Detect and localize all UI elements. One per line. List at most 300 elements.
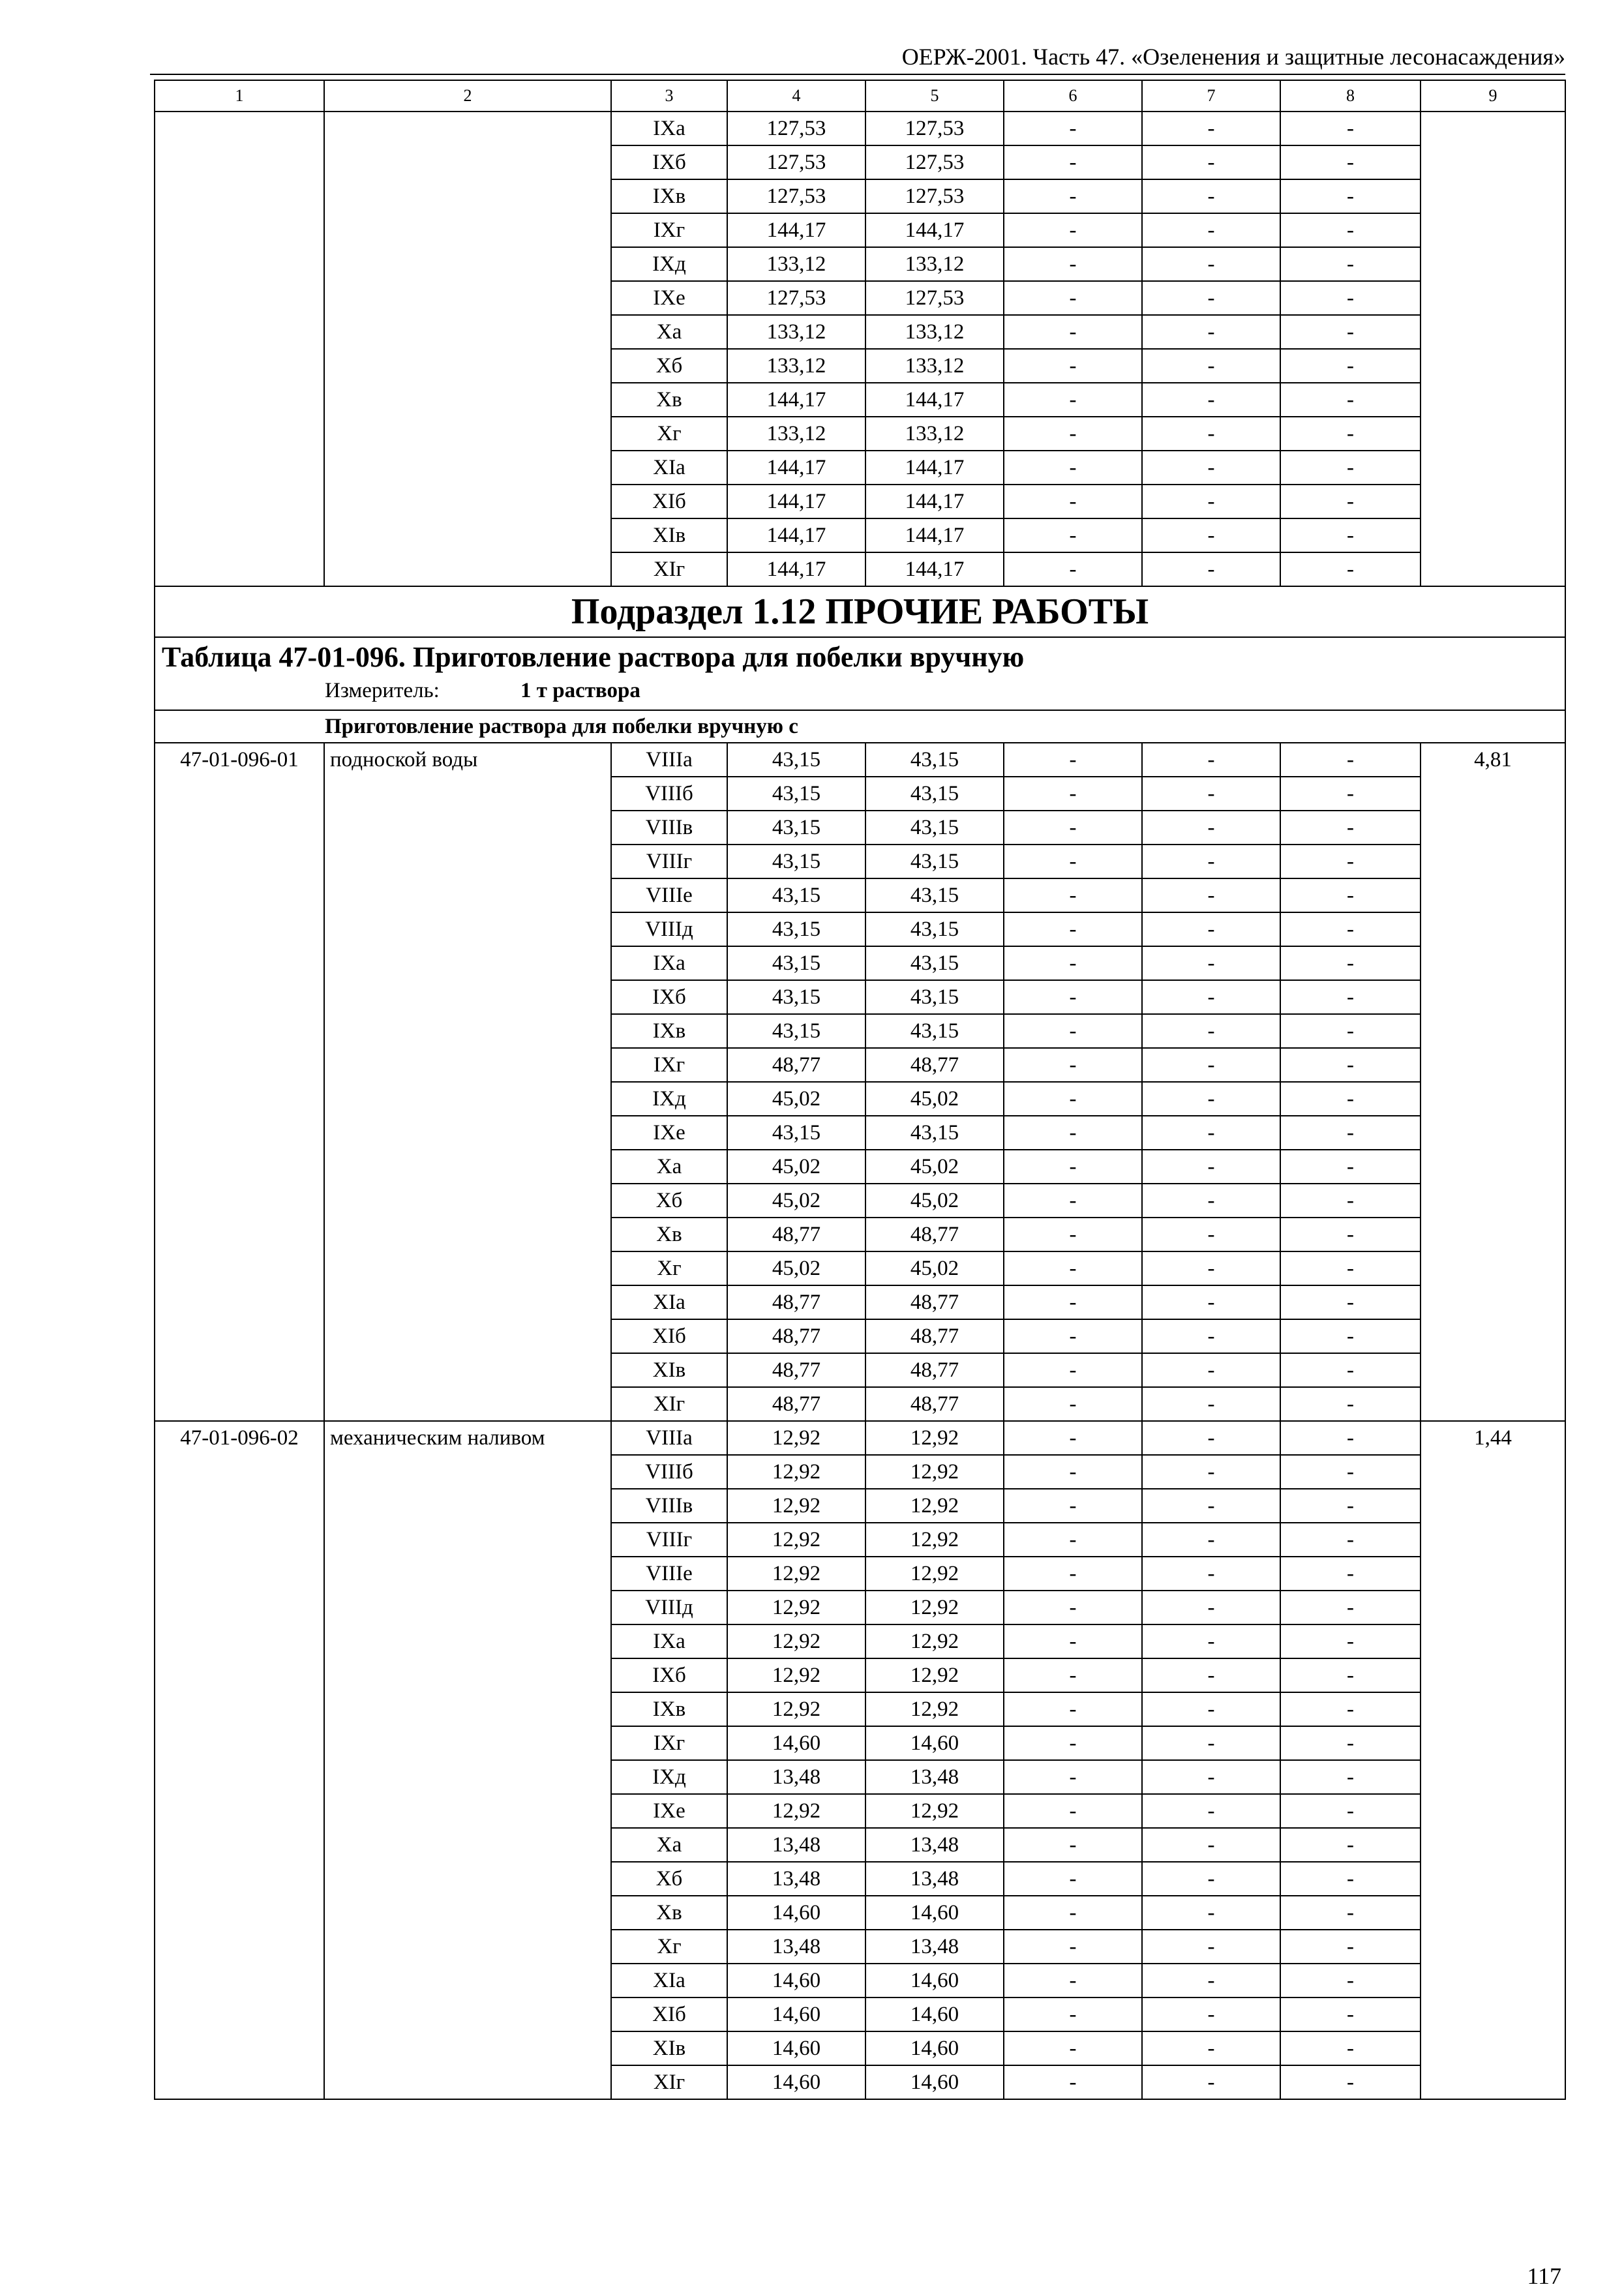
row-category: IXд [611,247,727,281]
row-col5-value: 13,48 [865,1828,1004,1862]
row-col5-value: 43,15 [865,1116,1004,1150]
row-category: Xг [611,1930,727,1964]
row-col5-value: 43,15 [865,878,1004,912]
row-col8-value: - [1280,1285,1421,1319]
header-rule [150,74,1565,75]
row-col5-value: 43,15 [865,845,1004,878]
row-col5-value: 127,53 [865,112,1004,145]
row-col4-value: 43,15 [727,878,865,912]
row-category: IXa [611,112,727,145]
row-col6-value: - [1004,1624,1142,1658]
row-category: XIб [611,485,727,518]
row-col7-value: - [1142,1048,1280,1082]
row-col8-value: - [1280,1523,1421,1557]
row-col8-value: - [1280,315,1421,349]
row-col5-value: 45,02 [865,1184,1004,1218]
row-col6-value: - [1004,2065,1142,2099]
row-col4-value: 45,02 [727,1150,865,1184]
norms-table-body [155,80,1565,2099]
meter-line [162,677,1565,704]
row-col7-value: - [1142,112,1280,145]
meter-label: Измеритель: [325,679,440,702]
row-col4-value: 144,17 [727,485,865,518]
row-category: XIa [611,1964,727,1997]
row-category: VIIIе [611,1557,727,1591]
row-col7-value: - [1142,179,1280,213]
row-col7-value: - [1142,1930,1280,1964]
row-col5-value: 133,12 [865,349,1004,383]
row-col8-value: - [1280,1658,1421,1692]
row-col7-value: - [1142,349,1280,383]
row-col7-value: - [1142,315,1280,349]
row-col4-value: 43,15 [727,946,865,980]
row-col4-value: 13,48 [727,1760,865,1794]
row-col5-value: 45,02 [865,1251,1004,1285]
row-category: Xa [611,1828,727,1862]
row-category: VIIIб [611,1455,727,1489]
row-col8-value: - [1280,1997,1421,2031]
row-col4-value: 45,02 [727,1184,865,1218]
row-col5-value: 127,53 [865,145,1004,179]
row-col6-value: - [1004,1557,1142,1591]
row-col5-value: 14,60 [865,2031,1004,2065]
row-category: IXе [611,1794,727,1828]
row-col7-value: - [1142,1760,1280,1794]
row-col5-value: 43,15 [865,1014,1004,1048]
row-col5-value: 48,77 [865,1218,1004,1251]
row-col5-value: 12,92 [865,1489,1004,1523]
row-category: XIв [611,1353,727,1387]
row-col7-value: - [1142,213,1280,247]
row-col7-value: - [1142,946,1280,980]
row-col5-value: 43,15 [865,777,1004,811]
row-category: VIIIе [611,878,727,912]
subsection-row [155,586,1565,637]
row-col7-value: - [1142,1794,1280,1828]
row-category: XIб [611,1997,727,2031]
row-col4-value: 14,60 [727,1997,865,2031]
row-col7-value: - [1142,1862,1280,1896]
row-col4-value: 48,77 [727,1218,865,1251]
row-category: XIг [611,1387,727,1421]
row-col6-value: - [1004,1760,1142,1794]
row-col4-value: 14,60 [727,2031,865,2065]
row-col4-value: 48,77 [727,1319,865,1353]
row-col7-value: - [1142,912,1280,946]
row-category: Xг [611,417,727,451]
column-number-row [155,80,1565,112]
row-category: IXе [611,1116,727,1150]
row-col8-value: - [1280,1116,1421,1150]
row-col8-value: - [1280,451,1421,485]
row-col4-value: 144,17 [727,383,865,417]
item-code: 47-01-096-01 [155,743,324,1421]
row-col5-value: 144,17 [865,383,1004,417]
row-col5-value: 14,60 [865,1997,1004,2031]
row-col4-value: 127,53 [727,112,865,145]
row-col4-value: 14,60 [727,2065,865,2099]
row-col8-value: - [1280,1048,1421,1082]
row-col7-value: - [1142,1387,1280,1421]
row-category: Xб [611,1862,727,1896]
row-col5-value: 43,15 [865,980,1004,1014]
row-col7-value: - [1142,552,1280,586]
row-category: IXг [611,213,727,247]
row-col8-value: - [1280,1624,1421,1658]
row-col5-value: 48,77 [865,1285,1004,1319]
row-col7-value: - [1142,383,1280,417]
row-col7-value: - [1142,2065,1280,2099]
row-col7-value: - [1142,1997,1280,2031]
group-label-row [155,710,1565,743]
row-col8-value: - [1280,1150,1421,1184]
row-col6-value: - [1004,1523,1142,1557]
row-col8-value: - [1280,980,1421,1014]
row-col7-value: - [1142,518,1280,552]
row-col6-value: - [1004,1997,1142,2031]
row-col8-value: - [1280,247,1421,281]
item-col9-value: 4,81 [1421,743,1565,1421]
row-category: XIв [611,518,727,552]
row-col6-value: - [1004,1489,1142,1523]
row-col7-value: - [1142,1150,1280,1184]
item-col9-value: 1,44 [1421,1421,1565,2099]
item-name: подноской воды [324,743,611,1421]
row-col8-value: - [1280,1692,1421,1726]
row-col8-value: - [1280,845,1421,878]
row-col5-value: 43,15 [865,946,1004,980]
row-col6-value: - [1004,845,1142,878]
row-col4-value: 45,02 [727,1082,865,1116]
row-col8-value: - [1280,417,1421,451]
row-category: XIa [611,1285,727,1319]
row-col7-value: - [1142,1353,1280,1387]
row-col7-value: - [1142,1624,1280,1658]
row-category: VIIIд [611,912,727,946]
row-col7-value: - [1142,281,1280,315]
row-category: Xa [611,1150,727,1184]
row-col6-value: - [1004,1896,1142,1930]
row-col7-value: - [1142,1421,1280,1455]
row-col4-value: 12,92 [727,1658,865,1692]
row-col7-value: - [1142,1285,1280,1319]
column-number: 2 [324,80,611,112]
row-category: VIIIд [611,1591,727,1624]
row-col7-value: - [1142,2031,1280,2065]
row-col6-value: - [1004,1116,1142,1150]
row-col5-value: 43,15 [865,912,1004,946]
row-col7-value: - [1142,980,1280,1014]
row-col7-value: - [1142,878,1280,912]
row-col8-value: - [1280,1421,1421,1455]
row-col8-value: - [1280,485,1421,518]
row-col6-value: - [1004,383,1142,417]
row-col6-value: - [1004,281,1142,315]
row-col6-value: - [1004,518,1142,552]
continued-name-cell [324,112,611,586]
row-col4-value: 127,53 [727,179,865,213]
row-category: Xв [611,1896,727,1930]
row-col7-value: - [1142,417,1280,451]
row-category: VIIIв [611,811,727,845]
row-col6-value: - [1004,946,1142,980]
row-col8-value: - [1280,1082,1421,1116]
row-col6-value: - [1004,1319,1142,1353]
row-col7-value: - [1142,1014,1280,1048]
row-col8-value: - [1280,1591,1421,1624]
row-col5-value: 13,48 [865,1862,1004,1896]
row-col6-value: - [1004,878,1142,912]
row-category: IXе [611,281,727,315]
row-category: IXд [611,1760,727,1794]
row-col7-value: - [1142,1489,1280,1523]
row-col5-value: 133,12 [865,247,1004,281]
row-col4-value: 12,92 [727,1489,865,1523]
row-col6-value: - [1004,912,1142,946]
row-col4-value: 12,92 [727,1523,865,1557]
row-col4-value: 144,17 [727,213,865,247]
page-number: 117 [1527,2263,1561,2289]
row-col4-value: 133,12 [727,349,865,383]
row-col7-value: - [1142,1251,1280,1285]
row-col8-value: - [1280,946,1421,980]
row-col5-value: 12,92 [865,1658,1004,1692]
row-category: Xб [611,1184,727,1218]
row-col8-value: - [1280,1557,1421,1591]
row-col8-value: - [1280,1964,1421,1997]
row-col8-value: - [1280,1353,1421,1387]
row-col6-value: - [1004,1455,1142,1489]
row-category: Xa [611,315,727,349]
row-col5-value: 144,17 [865,485,1004,518]
row-col5-value: 12,92 [865,1591,1004,1624]
row-col8-value: - [1280,145,1421,179]
row-col4-value: 48,77 [727,1353,865,1387]
row-col5-value: 13,48 [865,1930,1004,1964]
row-col7-value: - [1142,451,1280,485]
row-col6-value: - [1004,743,1142,777]
subsection-title: Подраздел 1.12 ПРОЧИЕ РАБОТЫ [155,586,1565,637]
row-col6-value: - [1004,1048,1142,1082]
row-col5-value: 48,77 [865,1048,1004,1082]
row-col6-value: - [1004,980,1142,1014]
row-category: IXв [611,179,727,213]
row-category: VIIIa [611,743,727,777]
row-col4-value: 43,15 [727,743,865,777]
row-col4-value: 133,12 [727,247,865,281]
row-col7-value: - [1142,1319,1280,1353]
row-col6-value: - [1004,1930,1142,1964]
row-category: Xб [611,349,727,383]
row-col8-value: - [1280,1184,1421,1218]
row-col6-value: - [1004,315,1142,349]
table-title-cell [155,637,1565,710]
row-category: VIIIб [611,777,727,811]
row-col5-value: 43,15 [865,743,1004,777]
row-col7-value: - [1142,485,1280,518]
row-col7-value: - [1142,1828,1280,1862]
row-col4-value: 133,12 [727,315,865,349]
row-category: XIб [611,1319,727,1353]
row-col6-value: - [1004,1150,1142,1184]
table-row [155,743,1565,777]
row-col8-value: - [1280,811,1421,845]
row-col8-value: - [1280,552,1421,586]
row-col4-value: 48,77 [727,1285,865,1319]
row-category: IXб [611,145,727,179]
row-col8-value: - [1280,1726,1421,1760]
row-col8-value: - [1280,1489,1421,1523]
row-category: Xв [611,383,727,417]
row-col5-value: 127,53 [865,281,1004,315]
row-col4-value: 12,92 [727,1794,865,1828]
row-col7-value: - [1142,145,1280,179]
row-col7-value: - [1142,777,1280,811]
row-col6-value: - [1004,1658,1142,1692]
row-col4-value: 43,15 [727,1116,865,1150]
row-col7-value: - [1142,1116,1280,1150]
table-title-row [155,637,1565,710]
row-col5-value: 12,92 [865,1557,1004,1591]
row-category: IXг [611,1726,727,1760]
row-category: VIIIг [611,1523,727,1557]
row-col8-value: - [1280,1251,1421,1285]
row-col8-value: - [1280,1794,1421,1828]
row-col4-value: 14,60 [727,1896,865,1930]
row-col7-value: - [1142,845,1280,878]
row-col4-value: 144,17 [727,518,865,552]
row-col6-value: - [1004,1082,1142,1116]
row-col8-value: - [1280,777,1421,811]
row-col5-value: 144,17 [865,552,1004,586]
row-col8-value: - [1280,112,1421,145]
row-col6-value: - [1004,349,1142,383]
row-col7-value: - [1142,1692,1280,1726]
meter-value: 1 т раствора [520,679,640,702]
row-col4-value: 12,92 [727,1557,865,1591]
row-col7-value: - [1142,743,1280,777]
row-col4-value: 14,60 [727,1964,865,1997]
group-label: Приготовление раствора для побелки вручную с [155,710,1565,743]
row-col4-value: 12,92 [727,1591,865,1624]
column-number: 4 [727,80,865,112]
row-col4-value: 12,92 [727,1692,865,1726]
row-col8-value: - [1280,179,1421,213]
row-col5-value: 12,92 [865,1421,1004,1455]
row-col4-value: 13,48 [727,1930,865,1964]
row-col5-value: 14,60 [865,1964,1004,1997]
row-col4-value: 14,60 [727,1726,865,1760]
row-col5-value: 12,92 [865,1455,1004,1489]
row-col8-value: - [1280,1828,1421,1862]
row-col6-value: - [1004,1285,1142,1319]
row-col6-value: - [1004,1862,1142,1896]
row-col6-value: - [1004,1251,1142,1285]
norms-table [154,80,1566,2100]
row-col4-value: 13,48 [727,1862,865,1896]
row-col8-value: - [1280,349,1421,383]
row-col5-value: 144,17 [865,518,1004,552]
row-col6-value: - [1004,1964,1142,1997]
row-category: Xг [611,1251,727,1285]
row-col4-value: 127,53 [727,145,865,179]
row-col8-value: - [1280,1455,1421,1489]
row-col6-value: - [1004,451,1142,485]
row-col5-value: 144,17 [865,213,1004,247]
continued-col9-cell [1421,112,1565,586]
row-col4-value: 12,92 [727,1455,865,1489]
row-col4-value: 43,15 [727,777,865,811]
row-col4-value: 48,77 [727,1048,865,1082]
row-col8-value: - [1280,383,1421,417]
row-col5-value: 12,92 [865,1624,1004,1658]
row-col7-value: - [1142,1896,1280,1930]
row-col7-value: - [1142,1455,1280,1489]
table-title: Таблица 47-01-096. Приготовление раствора для побелки вручную [162,641,1025,673]
row-col5-value: 133,12 [865,417,1004,451]
row-col6-value: - [1004,112,1142,145]
row-col8-value: - [1280,1218,1421,1251]
row-col8-value: - [1280,213,1421,247]
row-col4-value: 48,77 [727,1387,865,1421]
row-col6-value: - [1004,552,1142,586]
row-col6-value: - [1004,1184,1142,1218]
column-number: 8 [1280,80,1421,112]
row-category: VIIIв [611,1489,727,1523]
row-col7-value: - [1142,247,1280,281]
row-col6-value: - [1004,1794,1142,1828]
row-col8-value: - [1280,1014,1421,1048]
page-header-title: ОЕРЖ-2001. Часть 47. «Озеленения и защитные лесонасаждения» [901,44,1565,70]
row-col6-value: - [1004,179,1142,213]
row-col8-value: - [1280,2065,1421,2099]
column-number: 7 [1142,80,1280,112]
row-col7-value: - [1142,811,1280,845]
row-col8-value: - [1280,743,1421,777]
row-col4-value: 45,02 [727,1251,865,1285]
column-number: 6 [1004,80,1142,112]
row-col7-value: - [1142,1523,1280,1557]
row-col6-value: - [1004,1692,1142,1726]
table-row [155,1421,1565,1455]
row-col4-value: 43,15 [727,811,865,845]
row-col8-value: - [1280,912,1421,946]
row-col6-value: - [1004,1218,1142,1251]
row-col8-value: - [1280,518,1421,552]
row-col6-value: - [1004,1591,1142,1624]
row-category: IXв [611,1692,727,1726]
row-col6-value: - [1004,1353,1142,1387]
row-col4-value: 43,15 [727,1014,865,1048]
row-col8-value: - [1280,281,1421,315]
table-row [155,112,1565,145]
row-category: IXб [611,980,727,1014]
row-col4-value: 144,17 [727,552,865,586]
row-col5-value: 133,12 [865,315,1004,349]
row-col4-value: 133,12 [727,417,865,451]
row-col4-value: 144,17 [727,451,865,485]
row-category: IXг [611,1048,727,1082]
column-number: 3 [611,80,727,112]
row-col4-value: 13,48 [727,1828,865,1862]
row-category: XIг [611,2065,727,2099]
row-col6-value: - [1004,1421,1142,1455]
row-col7-value: - [1142,1218,1280,1251]
row-col7-value: - [1142,1726,1280,1760]
row-col5-value: 43,15 [865,811,1004,845]
row-col5-value: 45,02 [865,1082,1004,1116]
row-col5-value: 14,60 [865,1896,1004,1930]
